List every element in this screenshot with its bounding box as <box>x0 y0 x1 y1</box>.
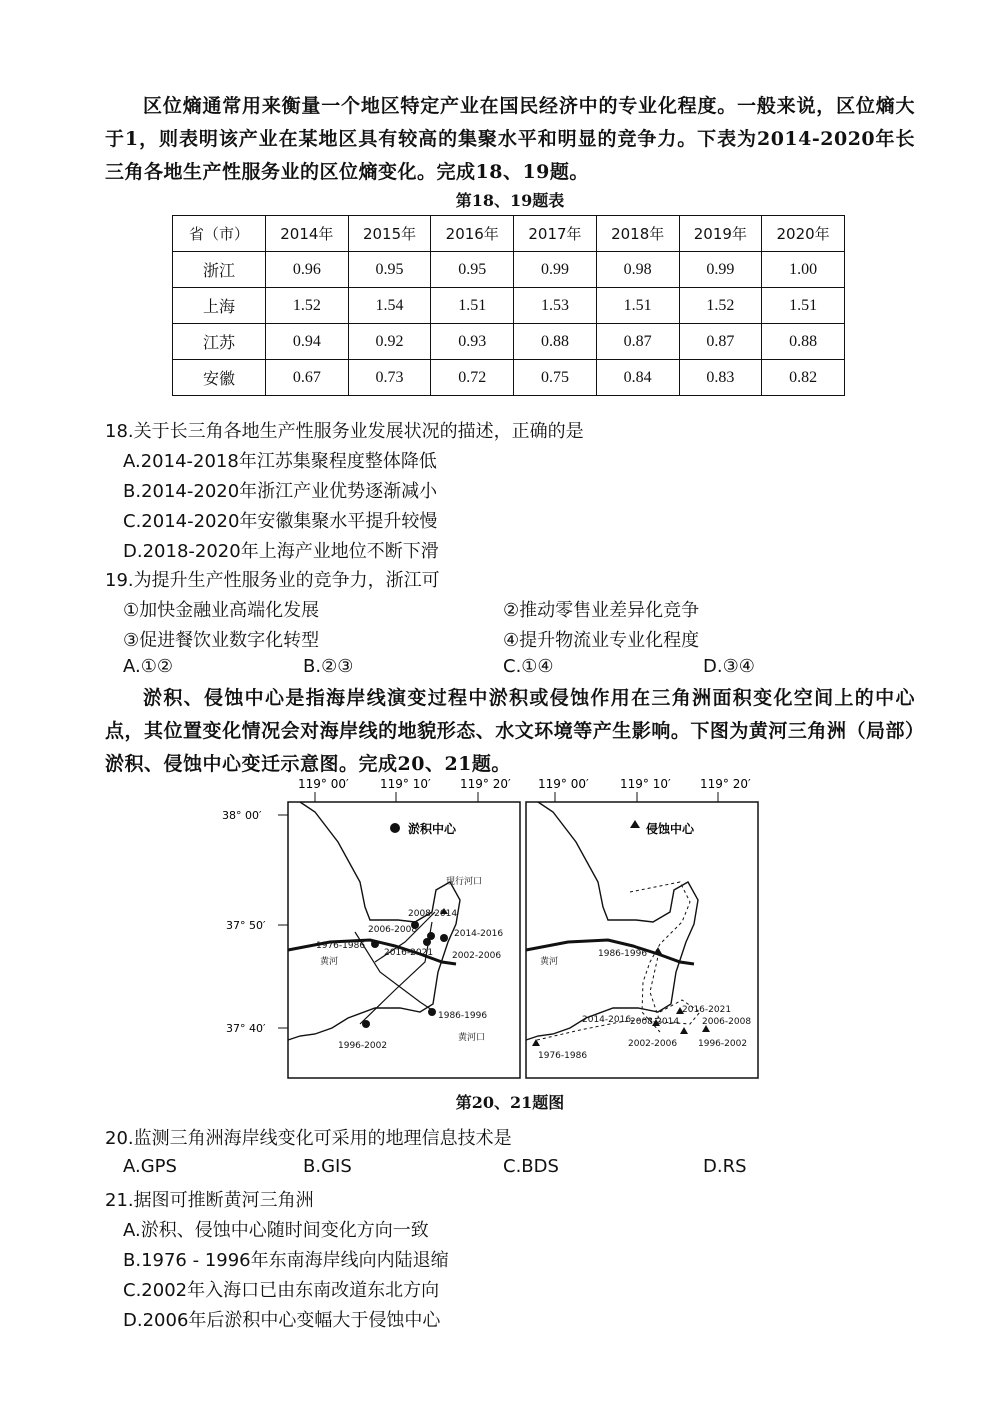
lat-label: 38° 00′ <box>222 809 262 822</box>
erosion-panel <box>526 802 758 1078</box>
table-cell: 0.99 <box>679 252 762 288</box>
table-cell: 0.82 <box>762 360 845 396</box>
table-cell: 0.84 <box>596 360 679 396</box>
lon-label: 119° 10′ <box>620 777 671 791</box>
map-label: 2002-2006 <box>452 951 502 961</box>
table-cell: 0.99 <box>514 252 597 288</box>
table-cell: 0.83 <box>679 360 762 396</box>
table-cell: 0.88 <box>514 324 597 360</box>
q18-option-b[interactable]: B.2014-2020年浙江产业优势逐渐减小 <box>123 481 438 502</box>
river-label: 黄河 <box>540 957 559 967</box>
table-cell: 0.67 <box>266 360 349 396</box>
table-cell: 0.93 <box>431 324 514 360</box>
q19-option-d[interactable]: D.③④ <box>703 656 755 677</box>
q21-option-d[interactable]: D.2006年后淤积中心变幅大于侵蚀中心 <box>123 1310 441 1331</box>
map-label: 2002-2006 <box>628 1039 678 1049</box>
table-cell: 浙江 <box>173 252 266 288</box>
river-label: 黄河 <box>320 957 339 967</box>
map-label: 2016-2021 <box>682 1005 732 1015</box>
table-cell: 1.51 <box>431 288 514 324</box>
table-header-cell: 2014年 <box>266 216 349 252</box>
q20-option-b[interactable]: B.GIS <box>303 1156 352 1177</box>
q21-option-b[interactable]: B.1976 - 1996年东南海岸线向内陆退缩 <box>123 1250 449 1271</box>
map-label: 2006-2008 <box>702 1017 752 1027</box>
lon-label: 119° 10′ <box>380 777 431 791</box>
q19-option-a[interactable]: A.①② <box>123 656 173 677</box>
q18-option-c[interactable]: C.2014-2020年安徽集聚水平提升较慢 <box>123 511 438 532</box>
table-cell: 1.52 <box>266 288 349 324</box>
map-label: 1986-1996 <box>598 949 648 959</box>
lat-label: 37° 40′ <box>226 1022 266 1035</box>
q20-stem: 20.监测三角洲海岸线变化可采用的地理信息技术是 <box>105 1128 512 1149</box>
table-header-cell: 2019年 <box>679 216 762 252</box>
intro-passage-2: 淤积、侵蚀中心是指海岸线演变过程中淤积或侵蚀作用在三角洲面积变化空间上的中心点，其位置变化情况会对海岸线的地貌形态、水文环境等产生影响。下图为黄河三角洲（局部）淤积、侵蚀中心变迁示意图。完成20、21题。 <box>105 687 915 775</box>
q18-stem: 18.关于长三角各地生产性服务业发展状况的描述，正确的是 <box>105 421 584 442</box>
q20-option-a[interactable]: A.GPS <box>123 1156 177 1177</box>
map-label: 1996-2002 <box>698 1039 748 1049</box>
q19-item-2: ②推动零售业差异化竞争 <box>503 600 700 621</box>
table-header-cell: 省（市） <box>173 216 266 252</box>
location-entropy-table <box>172 215 845 396</box>
table-cell: 0.94 <box>266 324 349 360</box>
table-header-cell: 2015年 <box>348 216 431 252</box>
deposition-legend: 淤积中心 <box>408 822 457 836</box>
table-cell: 1.51 <box>762 288 845 324</box>
table-cell: 1.53 <box>514 288 597 324</box>
map-label: 黄河口 <box>458 1033 486 1043</box>
table-cell: 0.92 <box>348 324 431 360</box>
q21-stem: 21.据图可推断黄河三角洲 <box>105 1190 314 1211</box>
map-label: 1996-2002 <box>338 1041 388 1051</box>
table-header-cell: 2017年 <box>514 216 597 252</box>
map-label: 2008-2014 <box>408 909 458 919</box>
map-label: 2014-2016 <box>582 1015 632 1025</box>
q20-option-c[interactable]: C.BDS <box>503 1156 559 1177</box>
table-cell: 0.87 <box>596 324 679 360</box>
table-cell: 1.51 <box>596 288 679 324</box>
lon-label: 119° 20′ <box>700 777 751 791</box>
erosion-legend: 侵蚀中心 <box>646 822 695 836</box>
map-label: 2006-2008 <box>368 925 418 935</box>
table-cell: 0.72 <box>431 360 514 396</box>
q18-option-a[interactable]: A.2014-2018年江苏集聚程度整体降低 <box>123 451 437 472</box>
table-header-cell: 2020年 <box>762 216 845 252</box>
map-label: 现行河口 <box>446 877 483 887</box>
map-label: 2014-2016 <box>454 929 504 939</box>
lat-label: 37° 50′ <box>226 919 266 932</box>
table-cell: 0.98 <box>596 252 679 288</box>
table-cell: 1.52 <box>679 288 762 324</box>
q19-item-3: ③促进餐饮业数字化转型 <box>123 630 320 651</box>
q19-item-4: ④提升物流业专业化程度 <box>503 630 700 651</box>
deposition-panel <box>288 802 520 1078</box>
table-cell: 江苏 <box>173 324 266 360</box>
map-label: 2016-2021 <box>384 948 434 958</box>
table-header-cell: 2018年 <box>596 216 679 252</box>
table-cell: 上海 <box>173 288 266 324</box>
table-row <box>173 324 845 360</box>
table-caption: 第18、19题表 <box>455 191 565 210</box>
yellow-river-delta-map <box>220 772 780 1084</box>
map-label: 1976-1986 <box>538 1051 588 1061</box>
lon-label: 119° 00′ <box>298 777 349 791</box>
table-row <box>173 288 845 324</box>
lon-label: 119° 00′ <box>538 777 589 791</box>
q19-stem: 19.为提升生产性服务业的竞争力，浙江可 <box>105 570 440 591</box>
table-header-row <box>173 216 845 252</box>
table-row <box>173 252 845 288</box>
table-cell: 安徽 <box>173 360 266 396</box>
table-cell: 0.96 <box>266 252 349 288</box>
q19-option-b[interactable]: B.②③ <box>303 656 354 677</box>
table-cell: 0.87 <box>679 324 762 360</box>
table-cell: 0.73 <box>348 360 431 396</box>
table-cell: 1.00 <box>762 252 845 288</box>
q19-option-c[interactable]: C.①④ <box>503 656 554 677</box>
q21-option-a[interactable]: A.淤积、侵蚀中心随时间变化方向一致 <box>123 1220 429 1241</box>
map-label: 2008-2014 <box>630 1017 680 1027</box>
table-cell: 0.75 <box>514 360 597 396</box>
q21-option-c[interactable]: C.2002年入海口已由东南改道东北方向 <box>123 1280 440 1301</box>
q18-option-d[interactable]: D.2018-2020年上海产业地位不断下滑 <box>123 541 439 562</box>
figure-caption: 第20、21题图 <box>455 1093 565 1112</box>
table-cell: 0.95 <box>348 252 431 288</box>
map-label: 1986-1996 <box>438 1011 488 1021</box>
q19-item-1: ①加快金融业高端化发展 <box>123 600 320 621</box>
map-label: 1976-1986 <box>316 941 366 951</box>
table-cell: 0.88 <box>762 324 845 360</box>
intro-passage-1: 区位熵通常用来衡量一个地区特定产业在国民经济中的专业化程度。一般来说，区位熵大于1，则表明该产业在某地区具有较高的集聚水平和明显的竞争力。下表为2014-2020年长三角各地生产性服务业的区位熵变化。完成18、19题。 <box>105 95 915 183</box>
table-cell: 1.54 <box>348 288 431 324</box>
lon-label: 119° 20′ <box>460 777 511 791</box>
table-header-cell: 2016年 <box>431 216 514 252</box>
q20-option-d[interactable]: D.RS <box>703 1156 747 1177</box>
table-cell: 0.95 <box>431 252 514 288</box>
table-row <box>173 360 845 396</box>
